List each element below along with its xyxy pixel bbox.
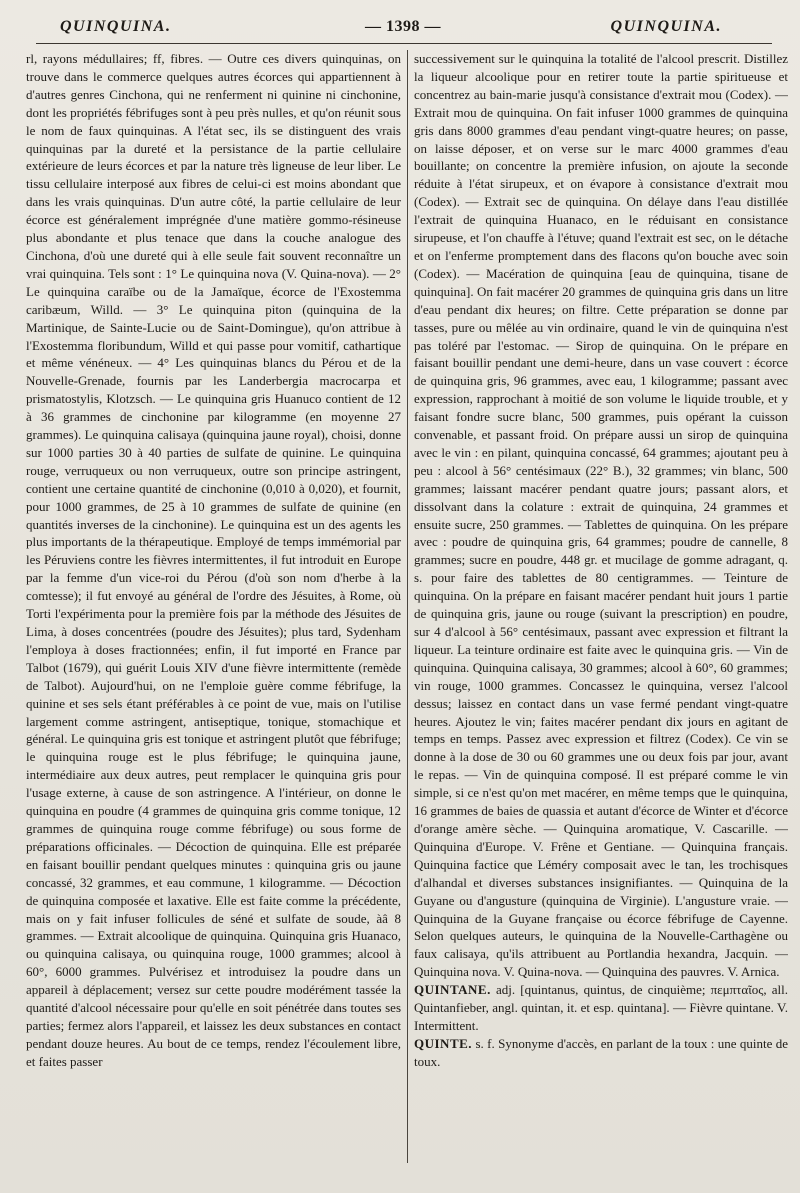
column-divider <box>407 50 408 1163</box>
running-head-left: QUINQUINA. <box>60 18 172 35</box>
entry-quintane-definition: adj. [quintanus, quintus, de cinquième; πεμπταῖος, all. Quintanfieber, angl. quintan, it. et esp. quintana]. — Fièvre quintane. V. Intermittent. <box>414 982 788 1033</box>
entry-quintane-headword: QUINTANE. <box>414 982 491 998</box>
header-rule <box>36 43 772 44</box>
left-column <box>26 50 401 1185</box>
left-column-text: rl, rayons médullaires; ff, fibres. — Outre ces divers quinquinas, on trouve dans le commerce quelques autres écorces qui appartiennent à d'autres genres Cinchona, qui ne renferment ni quinine ni cinchonine, dont les propriétés fébrifuges sont à peu près nulles, et qu'on réunit sous le nom de faux quinquinas. A l'état sec, ils se distinguent des vrais quinquinas par la dureté et la persistance de la partie cellulaire extérieure de leurs écorces et par la nature très ligneuse de leur liber. Le tissu cellulaire interposé aux fibres de celui-ci est moins abondant que dans les vrais quinquinas. D'un autre côté, la partie cellulaire de leur écorce est généralement imprégnée d'une matière gommo-résineuse plus abondante et plus tenace que dans la couche analogue des Cinchona, d'où une dureté qui à elle seule fait souvent reconnaître un vrai quinquina. Tels sont : 1° Le quinquina nova (V. Quina-nova). — 2° Le quinquina caraïbe ou de la Jamaïque, écorce de l'Exostemma caribæum, Willd. — 3° Le quinquina piton (quinquina de la Martinique, de Sainte-Lucie ou de Saint-Domingue), qu'on attribue à l'Exostemma floribundum, Willd et qui passe pour vomitif, cathartique et même vénéneux. — 4° Les quinquinas blancs du Pérou et de la Nouvelle-Grenade, fournis par les Landerbergia macrocarpa et prismatostylis, Klotzsch. — Le quinquina gris Huanuco contient de 12 à 36 grammes de cinchonine par kilogramme (en moyenne 27 grammes). Le quinquina calisaya (quinquina jaune royal), choisi, donne sur 1000 parties 30 à 40 parties de sulfate de quinine. Le quinquina rouge, verruqueux ou non verruqueux, outre son principe astringent, contient une certaine quantité de cinchonine (0,010 à 0,020), et fournit, pour 1000 grammes, de 25 à 10 grammes de sulfate de quinine (en quantités inverses de la cinchonine). Le quinquina est un des agents les plus importants de la thérapeutique. Employé de temps immémorial par les Péruviens contre les fièvres intermittentes, il fut introduit en Europe par la femme d'un vice-roi du Pérou (d'où son nom d'herbe à la comtesse); il fut envoyé au général de l'ordre des Jésuites, à Rome, où Torti l'expérimenta pour la première fois par la méthode des Jésuites de Lima, à doses concentrées (poudre des Jésuites); plus tard, Sydenham l'employa à doses fractionnées; enfin, il fut importé en France par Talbot (1679), qui guérit Louis XIV d'une fièvre intermittente (remède de Talbot). Aujourd'hui, on ne l'emploie guère comme fébrifuge, la quinine et ses sels étant préférables à ce point de vue, mais on l'utilise largement comme astringent, antiseptique, tonique, stomachique et général. Le quinquina gris est tonique et astringent plutôt que fébrifuge; le quinquina rouge est le plus fébrifuge; le quinquina jaune, intermédiaire aux deux autres, peut remplacer le quinquina gris pour l'usage externe, à cause de son astringence. A l'intérieur, on donne le quinquina en poudre (4 grammes de quinquina gris comme tonique, 12 grammes de quinquina rouge comme fébrifuge) ou sous forme de préparations officinales. — Décoction de quinquina. Elle est préparée en faisant bouillir pendant quelques minutes : quinquina gris ou jaune concassé, 32 grammes, et eau commune, 1 kilogramme. — Décoction de quinquina composée et laxative. Elle est faite comme la précédente, mais on y fait infuser follicules de séné et sulfate de soude, àâ 8 grammes. — Extrait alcoolique de quinquina. Quinquina gris Huanaco, ou quinquina calisaya, ou quinquina rouge, 1000 grammes; alcool à 60°, 6000 grammes. Pulvérisez et introduisez la poudre dans un appareil à déplacement; versez sur cette poudre modérément tassée la quantité d'alcool nécessaire pour qu'elle en soit pénétrée dans toutes ses parties; fermez alors l'appareil, et laissez les deux substances en contact pendant douze heures. Au bout de ce temps, rendez l'écoulement libre, et faites passer <box>26 51 401 1069</box>
right-column-text: successivement sur le quinquina la totalité de l'alcool prescrit. Distillez la liqueur alcoolique pour en retirer toute la partie spiritueuse et concentrez au bain-marie jusqu'à consistance d'extrait mou (Codex). — Extrait mou de quinquina. On fait infuser 1000 grammes de quinquina gris dans 8000 grammes d'eau pendant vingt-quatre heures; on passe, on laisse déposer, et on verse sur le marc 4000 grammes d'eau bouillante; on concentre la première infusion, on ajoute la seconde réduite à l'état sirupeux, et on évapore à consistance d'extrait mou (Codex). — Extrait sec de quinquina. On délaye dans l'eau distillée l'extrait de quinquina Huanaco, en le réduisant en consistance sirupeuse, et l'on chauffe à l'étuve; quand l'extrait est sec, on le détache et on l'enferme promptement dans des flacons qu'on bouche avec soin (Codex). — Macération de quinquina [eau de quinquina, tisane de quinquina]. On fait macérer 20 grammes de quinquina gris dans un litre d'eau pendant dix heures; on filtre. Cette préparation se donne par tasses, pure ou mêlée au vin ordinaire, quand le vin de quinquina n'est pas toléré par l'estomac. — Sirop de quinquina. On le prépare en faisant bouillir pendant une demi-heure, dans un vase couvert : écorce de quinquina gris, 96 grammes, avec eau, 1 kilogramme; passant avec expression, rapprochant à moitié de son volume le liquide trouble, et y faisant fondre sucre blanc, 500 grammes, puis opérant la cuisson convenable, et passant froid. On prépare aussi un sirop de quinquina avec le vin : en pilant, quinquina concassé, 64 grammes; ajoutant peu à peu : alcool à 56° centésimaux (22° B.), 32 grammes; vin blanc, 500 grammes; laissant macérer pendant quatre jours; passant alors, et dissolvant dans la colature : extrait de quinquina, 24 grammes et ensuite sucre, 250 grammes. — Tablettes de quinquina. On les prépare avec : poudre de quinquina gris, 64 grammes; poudre de cannelle, 8 grammes; sucre en poudre, 448 gr. et mucilage de gomme adragant, q. s. pour faire des tablettes de 80 centigrammes. — Teinture de quinquina. On la prépare en faisant macérer pendant huit jours 1 partie de quinquina gris, jaune ou rouge (suivant la prescription) en poudre, sur 4 d'alcool à 56° centésimaux, passant avec expression et filtrant la liqueur. La teinture ordinaire est faite avec le quinquina gris. — Vin de quinquina. Quinquina calisaya, 30 grammes; alcool à 60°, 60 grammes; vin rouge, 1000 grammes. Concassez le quinquina, versez l'alcool dessus; laissez en contact dans un vase fermé pendant vingt-quatre heures. Ajoutez le vin; faites macérer pendant dix jours en agitant de temps en temps. Passez avec expression et filtrez (Codex). Ce vin se donne à la dose de 30 ou 60 grammes une ou deux fois par jour, avant le repas. — Vin de quinquina composé. Il est préparé comme le vin simple, si ce n'est qu'on met macérer, en même temps que le quinquina, 16 grammes de baies de quassia et autant d'écorce de Winter et d'écorce d'orange amère sèche. — Quinquina aromatique, V. Cascarille. — Quinquina d'Europe. V. Frêne et Gentiane. — Quinquina français. Quinquina factice que Léméry composait avec le tan, les trochisques d'alhandal et diverses substances insignifiantes. — Quinquina de la Guyane ou d'angusture (quinquina de Virginie). L'angusture vraie. — Quinquina de la Guyane française ou écorce fébrifuge de Cayenne. Selon quelques auteurs, le quinquina de la Nouvelle-Carthagène ou faux calisaya, qu'ils attribuent au Portlandia hexandra, Jacquin. — Quinquina nova. V. Quina-nova. — Quinquina des pauvres. V. Arnica. <box>414 51 788 980</box>
entry-quintane <box>414 981 788 1035</box>
entry-quinte-headword: QUINTE. <box>414 1035 473 1051</box>
running-head-right: QUINQUINA. <box>610 18 722 35</box>
entry-quinte-definition: s. f. Synonyme d'accès, en parlant de la toux : une quinte de toux. <box>414 1035 788 1069</box>
page-number: — 1398 — <box>365 18 441 35</box>
entry-quinte <box>414 1035 788 1071</box>
right-column <box>414 50 788 1185</box>
page-header <box>0 18 800 44</box>
